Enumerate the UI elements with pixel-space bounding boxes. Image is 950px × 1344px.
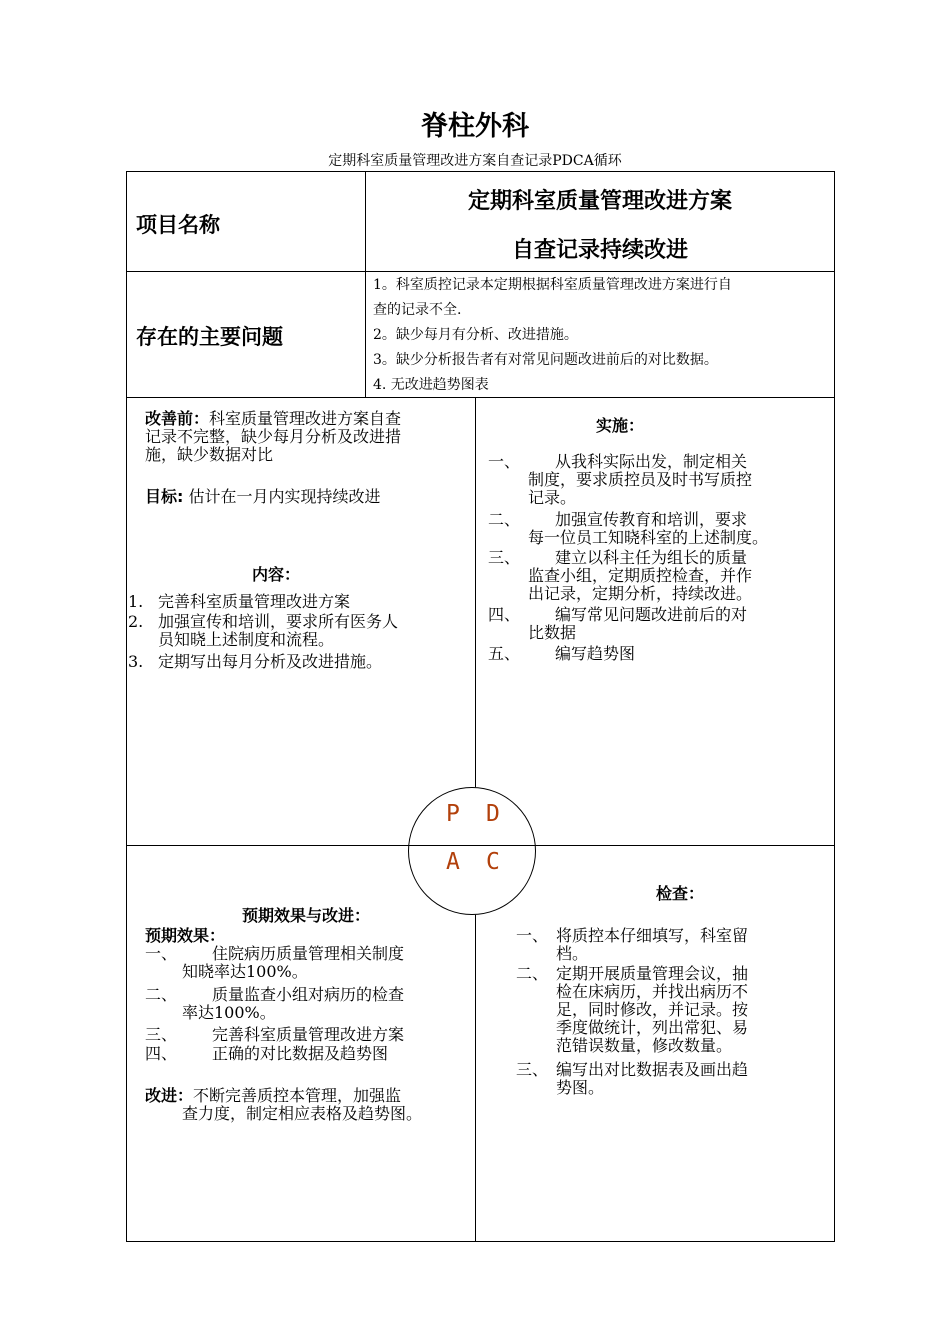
problem-line: 4. 无改进趋势图表	[373, 377, 489, 393]
act-list-item: 一、 住院病历质量管理相关制度 知晓率达100%。	[145, 944, 405, 981]
plan-content-title: 内容：	[251, 565, 300, 584]
problem-line: 3。缺少分析报告者有对常见问题改进前后的对比数据。	[373, 352, 718, 368]
improve-block	[145, 1087, 470, 1123]
pdca-p: P	[446, 801, 460, 827]
do-list-item: 二、 加强宣传教育和培训，要求 每一位员工知晓科室的上述制度。	[488, 510, 769, 547]
improve-text: 查力度，制定相应表格及趋势图。	[182, 1104, 423, 1123]
pdca-c: C	[486, 849, 500, 875]
check-list-item: 一、 将质控本仔细填写，科室留 档。	[516, 926, 749, 963]
row-divider-2	[126, 397, 835, 398]
row-divider-1	[126, 271, 835, 272]
improve-text: 不断完善质控本管理，加强监	[193, 1086, 402, 1105]
goal-text: 估计在一月内实现持续改进	[188, 487, 381, 506]
improve-label: 改进：	[145, 1086, 194, 1105]
project-name-line2: 自查记录持续改进	[511, 238, 688, 263]
problem-line: 查的记录不全.	[373, 302, 462, 318]
act-list-item: 二、 质量监查小组对病历的检查 率达100%。	[145, 985, 405, 1022]
do-list-item: 五、 编写趋势图	[488, 644, 636, 663]
act-list-item: 三、 完善科室质量管理改进方案	[145, 1025, 405, 1044]
check-list-item: 三、 编写出对比数据表及画出趋 势图。	[516, 1060, 749, 1097]
pdca-d: D	[486, 801, 500, 827]
plan-list-item: 2. 加强宣传和培训，要求所有医务人 员知晓上述制度和流程。	[128, 612, 399, 649]
problem-line: 1。科室质控记录本定期根据科室质量管理改进方案进行自	[373, 277, 732, 293]
do-title: 实施：	[595, 416, 644, 435]
before-text: 施，缺少数据对比	[145, 445, 274, 464]
do-list-item: 一、 从我科实际出发，制定相关 制度，要求质控员及时书写质控 记录。	[488, 452, 753, 507]
page-title: 脊柱外科	[421, 111, 529, 142]
project-name-line1: 定期科室质量管理改进方案	[467, 189, 732, 214]
before-label: 改善前：	[145, 409, 210, 428]
pdca-a: A	[446, 849, 460, 875]
page-subtitle: 定期科室质量管理改进方案自查记录PDCA循环	[328, 153, 622, 169]
check-title: 检查：	[655, 884, 704, 903]
main-problems-label: 存在的主要问题	[136, 325, 283, 349]
before-text: 记录不完整，缺少每月分析及改进措	[145, 427, 402, 446]
act-list-item: 四、 正确的对比数据及趋势图	[145, 1044, 389, 1063]
problem-line: 2。缺少每月有分析、改进措施。	[373, 327, 578, 343]
do-list-item: 四、 编写常见问题改进前后的对 比数据	[488, 605, 748, 642]
table-border-bottom	[126, 1241, 835, 1242]
do-list-item: 三、 建立以科主任为组长的质量 监查小组，定期质控检查，并作 出记录，定期分析，持续改进。	[488, 548, 753, 603]
before-text: 科室质量管理改进方案自查	[209, 409, 402, 428]
expected-label: 预期效果：	[145, 926, 226, 945]
check-list-item: 二、 定期开展质量管理会议，抽 检在床病历，并找出病历不 足，同时修改，并记录。按 季度做统计，列出常犯、易 范错误数量，修改数量。	[516, 964, 749, 1055]
goal-line	[145, 488, 381, 506]
plan-quadrant	[145, 410, 470, 464]
project-name-label: 项目名称	[136, 213, 220, 237]
pdca-circle-divider	[408, 845, 536, 846]
act-title: 预期效果与改进：	[241, 906, 370, 925]
table-border-top	[126, 171, 835, 172]
table-border-left	[126, 171, 127, 1242]
plan-list-item: 1. 完善科室质量管理改进方案	[128, 592, 351, 611]
table-border-right	[834, 171, 835, 1242]
goal-label: 目标:	[145, 487, 184, 506]
plan-list-item: 3. 定期写出每月分析及改进措施。	[128, 652, 383, 671]
